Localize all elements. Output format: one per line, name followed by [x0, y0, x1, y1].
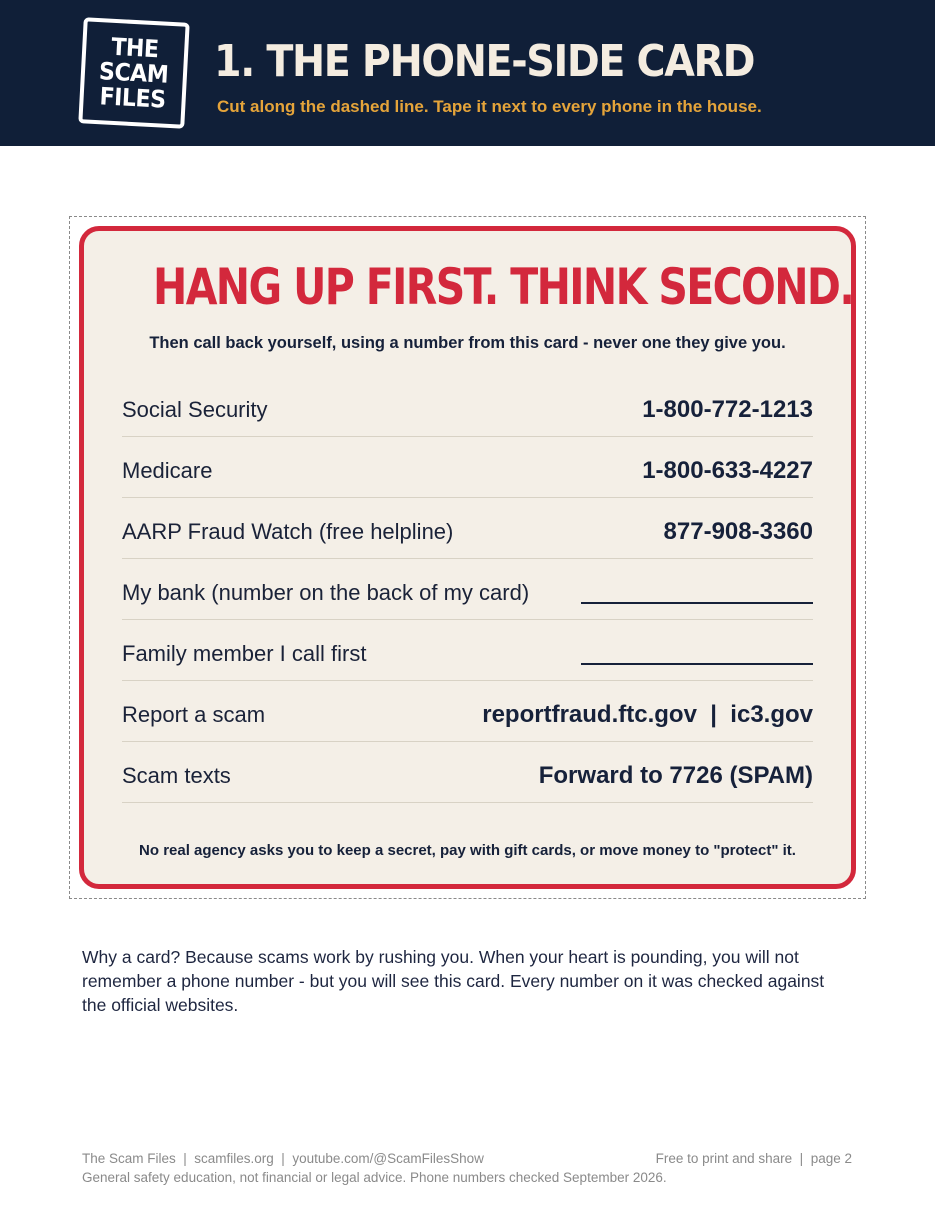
- write-in-blank: [581, 643, 813, 665]
- explanation-paragraph: Why a card? Because scams work by rushing you. When your heart is pounding, you will not remember a phone number - but you will see this card. Every number on it was checked against the official websites.: [82, 947, 825, 1015]
- write-in-blank: [581, 582, 813, 604]
- contact-label: My bank (number on the back of my card): [122, 580, 530, 605]
- contact-value: 1-800-772-1213: [642, 396, 813, 423]
- contact-label: Medicare: [122, 458, 213, 483]
- contact-value: reportfraud.ftc.gov | ic3.gov: [482, 701, 813, 728]
- card-footnote: No real agency asks you to keep a secret, pay with gift cards, or move money to "protect" it.: [139, 842, 796, 859]
- contact-row-bank: [122, 559, 813, 620]
- footer-disclaimer: General safety education, not financial or legal advice. Phone numbers checked September 2026.: [82, 1170, 667, 1185]
- logo-line: THE: [111, 32, 160, 63]
- contact-row-aarp: [122, 498, 813, 559]
- contact-row-report-scam: [122, 681, 813, 742]
- phone-side-card: [79, 226, 856, 889]
- footer-links: The Scam Files | scamfiles.org | youtube.com/@ScamFilesShow: [82, 1151, 484, 1166]
- logo-line: FILES: [98, 81, 167, 114]
- card-subline: Then call back yourself, using a number from this card - never one they give you.: [149, 334, 786, 352]
- contact-row-scam-texts: [122, 742, 813, 803]
- logo-line: SCAM: [98, 56, 170, 89]
- contact-row-family: [122, 620, 813, 681]
- contact-label: Scam texts: [122, 763, 231, 788]
- contact-list: [122, 376, 813, 803]
- contact-value: 877-908-3360: [663, 518, 813, 545]
- page-subtitle: Cut along the dashed line. Tape it next to every phone in the house.: [217, 97, 762, 116]
- scam-files-logo: [78, 17, 189, 128]
- card-headline: HANG UP FIRST. THINK SECOND.: [153, 258, 854, 316]
- contact-row-social-security: [122, 376, 813, 437]
- contact-label: Family member I call first: [122, 641, 367, 666]
- contact-value: Forward to 7726 (SPAM): [538, 762, 813, 789]
- contact-label: Social Security: [122, 397, 268, 422]
- page-title: 1. THE PHONE-SIDE CARD: [214, 36, 755, 87]
- page-header: [0, 0, 935, 146]
- footer-page-info: Free to print and share | page 2: [655, 1151, 852, 1166]
- contact-row-medicare: [122, 437, 813, 498]
- contact-value: 1-800-633-4227: [642, 457, 813, 484]
- contact-label: Report a scam: [122, 702, 266, 727]
- contact-label: AARP Fraud Watch (free helpline): [122, 519, 454, 544]
